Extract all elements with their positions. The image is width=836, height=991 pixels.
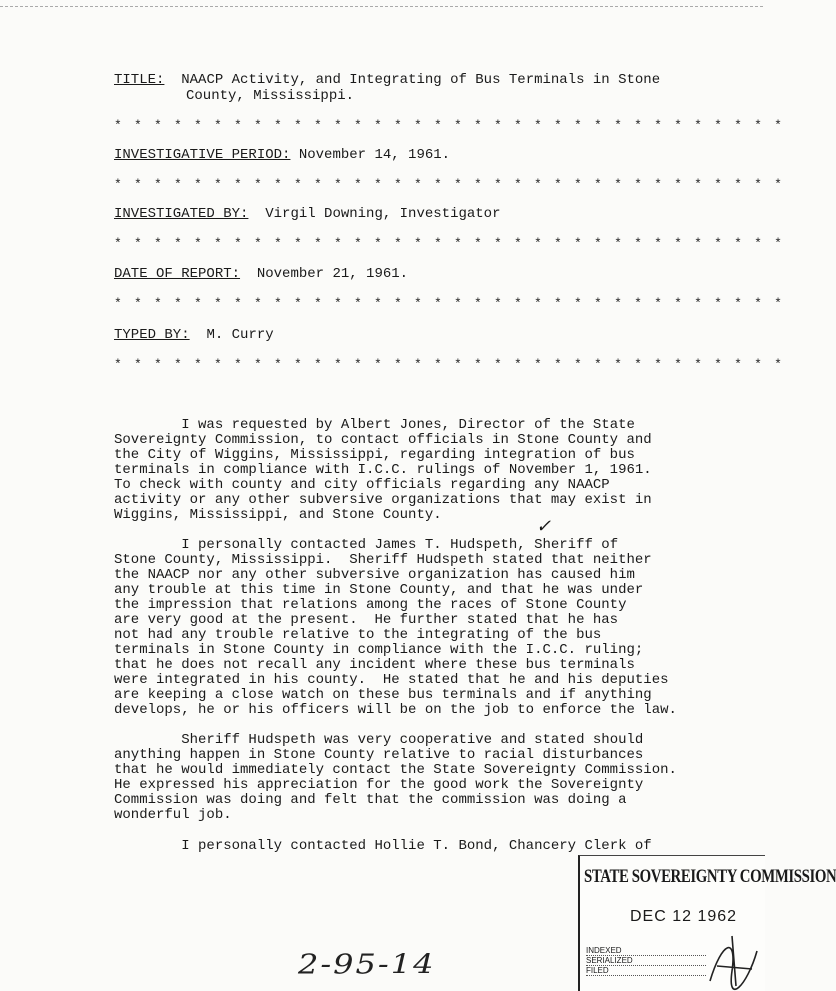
title-text-line2: County, Mississippi.: [186, 88, 355, 104]
paragraph-2: I personally contacted James T. Hudspeth, Sheriff of Stone County, Mississippi. Sheriff Hudspeth stated that neither the NAACP nor any other subversive organization has caused him any trouble at this time in Stone County, and that he was under the impression that relations among the races of Stone County are very good at the present. He further stated that he has not had any trouble relative to the integrating of the bus terminals in Stone County in compliance with the I.C.C. ruling; that he does not recall any incident where these bus terminals were integrated in his county. He stated that he and his deputies are keeping a close watch on these bus terminals and if anything develops, he or his officers will be on the job to enforce the law.: [114, 537, 677, 718]
commission-stamp: [578, 855, 836, 991]
typed-by-row: [114, 328, 274, 343]
handwritten-file-number: 2-95-14: [298, 947, 436, 981]
investigative-period-row: [114, 148, 450, 163]
paragraph-3: Sheriff Hudspeth was very cooperative and stated should anything happen in Stone County relative to racial disturbances that he would immediately contact the State Sovereignty Commission. He expressed his appreciation for the good work the Sovereignty Commission was doing and felt that the commission was doing a wonderful job.: [114, 732, 677, 823]
paragraph-4: I personally contacted Hollie T. Bond, Chancery Clerk of: [114, 838, 652, 854]
handwritten-initial-mark: ✓: [536, 516, 552, 537]
stamp-title: STATE SOVEREIGNTY COMMISSION: [584, 866, 836, 887]
investigated-by-row: [114, 207, 500, 222]
separator-4: * * * * * * * * * * * * * * * * * * * * * * * * * * * * * * * * * *: [114, 296, 785, 311]
paragraph-1: I was requested by Albert Jones, Director of the State Sovereignty Commission, to contact officials in Stone County and the City of Wiggins, Mississippi, regarding integration of bus terminals in compliance with I.C.C. rulings of November 1, 1961. To check with county and city officials regarding any NAACP activity or any other subversive organizations that may exist in Wiggins, Mississippi, and Stone County.: [114, 417, 652, 523]
separator-3: * * * * * * * * * * * * * * * * * * * * * * * * * * * * * * * * * *: [114, 236, 785, 251]
title-label: TITLE:: [114, 72, 165, 88]
date-of-report-label: DATE OF REPORT:: [114, 266, 241, 282]
investigated-by-label: INVESTIGATED BY:: [114, 206, 249, 222]
investigative-period-label: INVESTIGATIVE PERIOD:: [114, 147, 291, 163]
investigative-period-value: November 14, 1961.: [298, 147, 451, 163]
typed-by-label: TYPED BY:: [114, 327, 190, 343]
stamp-field-filed: FILED: [586, 966, 706, 976]
separator-5: * * * * * * * * * * * * * * * * * * * * * * * * * * * * * * * * * *: [114, 357, 785, 372]
title-text-line1: NAACP Activity, and Integrating of Bus Terminals in Stone: [181, 72, 661, 88]
signature-scrawl-icon: [702, 931, 762, 989]
page-top-edge: [0, 0, 763, 7]
stamp-fields: [586, 946, 706, 976]
stamp-date: DEC 12 1962: [630, 908, 738, 925]
date-of-report-row: [114, 267, 408, 282]
typed-by-value: M. Curry: [206, 327, 274, 343]
title-row: [114, 73, 660, 88]
separator-2: * * * * * * * * * * * * * * * * * * * * * * * * * * * * * * * * * *: [114, 177, 785, 192]
stamp-field-indexed: INDEXED: [586, 946, 706, 956]
stamp-field-serialized: SERIALIZED: [586, 956, 706, 966]
investigated-by-value: Virgil Downing, Investigator: [265, 206, 501, 222]
date-of-report-value: November 21, 1961.: [256, 266, 409, 282]
separator-1: * * * * * * * * * * * * * * * * * * * * * * * * * * * * * * * * * *: [114, 118, 785, 133]
